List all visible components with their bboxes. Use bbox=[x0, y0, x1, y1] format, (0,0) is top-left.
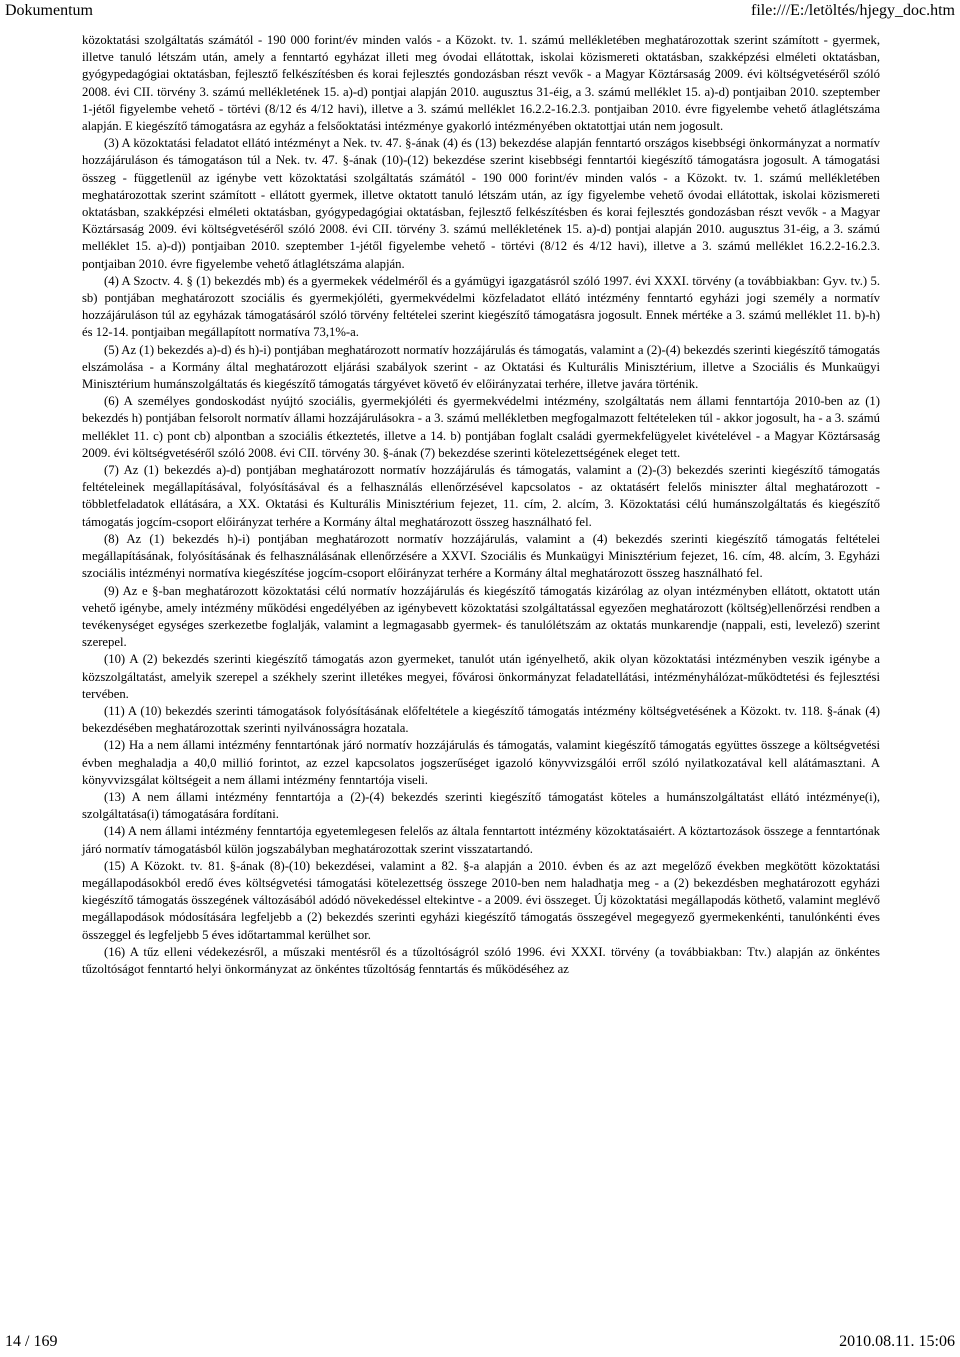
paragraph: (13) A nem állami intézmény fenntartója a (2)-(4) bekezdés szerinti kiegészítő támogatást köteles a humánszolgáltatást ellátó intézménye(i), szolgáltatása(i) támogatására fordítani. bbox=[82, 789, 880, 822]
print-datetime: 2010.08.11. 15:06 bbox=[839, 1333, 955, 1350]
print-footer bbox=[0, 1333, 960, 1353]
paragraph: (14) A nem állami intézmény fenntartója egyetemlegesen felelős az általa fenntartott intézmény közoktatásaiért. A köztartozások összege a fenntartónak járó normatív támogatásból külön jogszabályban meghatározottak szerint visszatartandó. bbox=[82, 824, 880, 856]
file-path: file:///E:/letöltés/hjegy_doc.htm bbox=[751, 2, 955, 19]
paragraph: (4) A Szoctv. 4. § (1) bekezdés mb) és a gyermekek védelméről és a gyámügyi igazgatásról szóló 1997. évi XXXI. törvény (a továbbiakban: Gyv. tv.) 5. sb) pontjában meghatározott szociális és gyermekjóléti, gyermekvédelmi közfeladatot ellátó intézmény fenntartó egyházi jogi személy a normatív hozzájáruláson túl az egyházak támogatásáról szóló törvény feltételei szerint kiegészítő támogatásra jogosult. Ennek mértéke a 3. számú melléklet 11. b)-h) és 12-14. pontjaiban megállapított normatíva 73,1%-a. bbox=[82, 273, 880, 340]
paragraph: (7) Az (1) bekezdés a)-d) pontjában meghatározott normatív hozzájárulás és támogatás, valamint a (2)-(3) bekezdés szerinti kiegészítő támogatás feltételeinek megállapításával, folyósításával és a felhasználás ellenőrzésével kapcsolatos - az oktatásért felelős miniszter által meghatározott - többletfeladatok ellátására, a XX. Oktatási és Kulturális Minisztérium fejezet, 11. cím, 2. alcím, 3. Közoktatási célú humánszolgáltatás és kiegészítő támogatás jogcím-csoport előirányzat terhére a Kormány által meghatározott összeg használható fel. bbox=[82, 463, 880, 529]
paragraph: (9) Az e §-ban meghatározott közoktatási célú normatív hozzájárulás és kiegészítő támogatás kizárólag az olyan intézményben ellátott, oktatott után vehető igénybe, amely intézmény működési engedélyében az igénybevett közoktatási szolgáltatással egyezően meghatározott (költség)ellenőrzési rendben a tevékenységet egységes szerkezetbe foglalják, valamint a legmagasabb gyermek- és tanulólétszám az oktatás munkarendje (nappali, esti, levelező) szerint szerepel. bbox=[82, 583, 880, 650]
paragraph: közoktatási szolgáltatás számától - 190 000 forint/év minden valós - a Közokt. tv. 1. számú mellékletében meghatározottak szerint számított - gyermek, illetve tanuló létszám után, amely a fenntartó egyházat illeti meg óvodai ellátottak, iskolai közismereti oktatásban, szakképzési elméleti oktatásban, gyógypedagógiai oktatásban, fejlesztő felkészítésben és korai fejlesztés gondozásban részt vevők - a Magyar Köztársaság 2009. évi költségvetéséről szóló 2008. évi CII. törvény 3. számú mellékletének 15. a)-d) pontjai alapján 2010. augusztus 31-éig, a 3. számú melléklet 15. a)-d) pontjaiban 2010. szeptember 1-jétől figyelembe vehető - törtévi (8/12 és 4/12 havi), illetve a 3. számú melléklet 16.2.2-16.2.3. pontjaiban 2010. évre figyelembe vehető átlaglétszáma alapján. E kiegészítő támogatásra az egyház a felsőoktatási intézménye gyakorló intézményében oktatottjai után nem jogosult. bbox=[82, 33, 880, 134]
document-body bbox=[82, 32, 880, 978]
paragraph: (11) A (10) bekezdés szerinti támogatások folyósításának előfeltétele a kiegészítő támogatás intézmény költségvetésének a Közokt. tv. 118. §-ának (4) bekezdésében meghatározottak szerinti nyilvánosságra hozatala. bbox=[82, 703, 880, 736]
paragraph: (6) A személyes gondoskodást nyújtó szociális, gyermekjóléti és gyermekvédelmi intézmény, szolgáltatás nem állami fenntartója 2010-ben az (1) bekezdés h) pontjában felsorolt normatív állami hozzájárulásokra - a 3. számú mellékletben megfogalmazott feltételeken túl - akkor jogosult, ha - a 3. számú melléklet 11. c) pont cb) alpontban a szociális étkeztetés, illetve a 14. b) pontjában foglalt családi gyermekfelügyelet kivételével - a Magyar Köztársaság 2009. évi költségvetéséről szóló 2008. évi CII. törvény 30. §-ának (7) bekezdése szerinti kötelezettségének eleget tett. bbox=[82, 394, 880, 460]
paragraph: (10) A (2) bekezdés szerinti kiegészítő támogatás azon gyermeket, tanulót után igényelhető, akik olyan közoktatási intézményben veszik igénybe a közszolgáltatást, amelyik szerepel a székhely szerint illetékes megyei, fővárosi önkormányzat feladatellátási, intézményhálózat-működtetési és fejlesztési tervében. bbox=[82, 652, 880, 701]
paragraph: (8) Az (1) bekezdés h)-i) pontjában meghatározott normatív hozzájárulás, valamint a (4) bekezdés szerinti kiegészítő támogatás feltételei megállapításának, folyósításának és felhasználásának ellenőrzésére a XXVI. Szociális és Munkaügyi Minisztérium fejezet, 16. cím, 48. alcím, 3. Egyházi szociális intézményi normatíva kiegészítése jogcím-csoport előirányzat terhére a Kormány által meghatározott összeg használható fel. bbox=[82, 531, 880, 581]
print-header bbox=[0, 0, 960, 22]
paragraph: (15) A Közokt. tv. 81. §-ának (8)-(10) bekezdései, valamint a 82. §-a alapján a 2010. évben és az azt megelőző években megkötött közoktatási megállapodásokból eredő éves költségvetési támogatási kötelezettség összege 2010-ben nem haladhatja meg - a (2) bekezdésben meghatározott egyházi kiegészítő támogatás összegének változásából adódó növekedéssel eltekintve - a 2009. évi összeget. Új közoktatási megállapodás köthető, valamint meglévő megállapodások módosítására legfeljebb a (2) bekezdés szerinti egyházi kiegészítő támogatás összegével megegyező gyermekenkénti, tanulónkénti éves összeggel és legfeljebb 5 éves időtartammal kerülhet sor. bbox=[82, 858, 880, 942]
paragraph: (12) Ha a nem állami intézmény fenntartónak járó normatív hozzájárulás és támogatás, valamint kiegészítő támogatás együttes összege a költségvetési évben meghaladja a 40,0 millió forintot, az ezzel kapcsolatos jogszerűséget igazoló könyvvizsgálói erről szóló nyilatkozatával kell alátámasztani. A könyvvizsgálat költségeit a nem állami intézmény fenntartója viseli. bbox=[82, 738, 880, 787]
document-title: Dokumentum bbox=[5, 2, 93, 19]
paragraph: (5) Az (1) bekezdés a)-d) és h)-i) pontjában meghatározott normatív hozzájárulás és támogatás, valamint a (2)-(4) bekezdés szerinti kiegészítő támogatás elszámolása - a Kormány által meghatározott eljárási szabályok szerint - az Oktatási és Kulturális Minisztérium, illetve a Szociális és Munkaügyi Minisztérium humánszolgáltatás és kiegészítő támogatás tárgyévet követő év előirányzatai terhére, illetve javára történik. bbox=[82, 342, 880, 392]
paragraph: (16) A tűz elleni védekezésről, a műszaki mentésről és a tűzoltóságról szóló 1996. évi XXXI. törvény (a továbbiakban: Ttv.) alapján az önkéntes tűzoltóságot fenntartó helyi önkormányzat az önkéntes tűzoltóság fenntartás és működéséhez az bbox=[82, 944, 880, 976]
paragraph: (3) A közoktatási feladatot ellátó intézményt a Nek. tv. 47. §-ának (4) és (13) bekezdése alapján fenntartó országos kisebbségi önkormányzat a normatív hozzájáruláson és támogatáson túl a Nek. tv. 47. §-ának (10)-(12) bekezdése szerint kisebbségi fenntartói kiegészítő támogatásra jogosult. A támogatási összeg - függetlenül az igénybe vett közoktatási szolgáltatás számától - 190 000 forint/év minden valós - a Közokt. tv. 1. számú mellékletében meghatározottak szerint számított - ellátott gyermek, illetve oktatott tanuló létszám után, az így figyelembe vehető óvodai ellátottak, iskolai közismereti oktatásban, szakképzési elméleti oktatásban, gyógypedagógiai oktatásban, fejlesztő felkészítésben és korai fejlesztés gondozásban részt vevők - a Magyar Köztársaság 2009. évi költségvetéséről szóló 2008. évi CII. törvény 3. számú mellékletének 15. a)-d) pontjai alapján 2010. augusztus 31-éig, a 3. számú melléklet 15. a)-d)) pontjaiban 2010. szeptember 1-jétől figyelembe vehető - törtévi (8/12 és 4/12 havi), illetve a 3. számú melléklet 16.2.2-16.2.3. pontjaiban 2010. évre figyelembe vehető átlaglétszáma alapján. bbox=[82, 136, 880, 271]
page-counter: 14 / 169 bbox=[5, 1333, 58, 1350]
